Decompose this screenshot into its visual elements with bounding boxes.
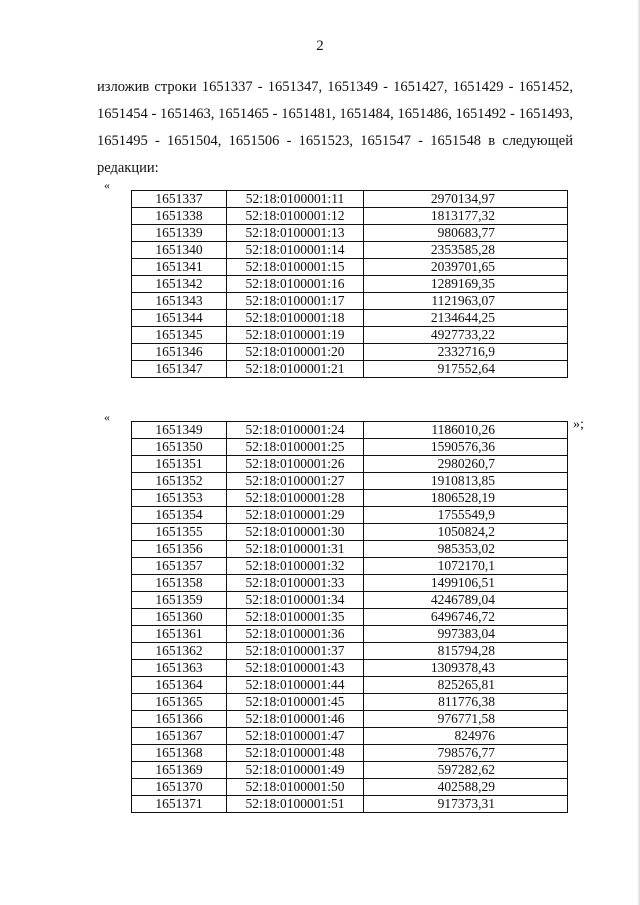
row-number-cell: 1651339: [132, 225, 227, 242]
closing-quote-mark: »;: [573, 417, 584, 432]
row-number-cell: 1651355: [132, 524, 227, 541]
cadastral-table-2: [131, 421, 568, 813]
cadastral-number-cell: 52:18:0100001:36: [227, 626, 364, 643]
cadastral-number-cell: 52:18:0100001:11: [227, 191, 364, 208]
table-row: [132, 660, 568, 677]
intro-line: редакции:: [97, 160, 159, 176]
row-number-cell: 1651359: [132, 592, 227, 609]
cadastral-number-cell: 52:18:0100001:27: [227, 473, 364, 490]
table-row: [132, 327, 568, 344]
cadastral-number-cell: 52:18:0100001:17: [227, 293, 364, 310]
table-row: [132, 242, 568, 259]
table-row: [132, 677, 568, 694]
cadastral-number-cell: 52:18:0100001:20: [227, 344, 364, 361]
value-cell: 811776,38: [364, 694, 568, 711]
row-number-cell: 1651353: [132, 490, 227, 507]
row-number-cell: 1651369: [132, 762, 227, 779]
row-number-cell: 1651337: [132, 191, 227, 208]
row-number-cell: 1651352: [132, 473, 227, 490]
table-row: [132, 626, 568, 643]
cadastral-number-cell: 52:18:0100001:30: [227, 524, 364, 541]
table-row: [132, 796, 568, 813]
page-number: 2: [316, 38, 324, 54]
value-cell: 1910813,85: [364, 473, 568, 490]
table-row: [132, 473, 568, 490]
cadastral-number-cell: 52:18:0100001:18: [227, 310, 364, 327]
value-cell: 1072170,1: [364, 558, 568, 575]
cadastral-number-cell: 52:18:0100001:34: [227, 592, 364, 609]
value-cell: 2980260,7: [364, 456, 568, 473]
cadastral-number-cell: 52:18:0100001:43: [227, 660, 364, 677]
row-number-cell: 1651363: [132, 660, 227, 677]
opening-quote-mark: «: [104, 178, 110, 192]
table-row: [132, 541, 568, 558]
cadastral-number-cell: 52:18:0100001:35: [227, 609, 364, 626]
cadastral-number-cell: 52:18:0100001:32: [227, 558, 364, 575]
row-number-cell: 1651345: [132, 327, 227, 344]
cadastral-number-cell: 52:18:0100001:45: [227, 694, 364, 711]
value-cell: 6496746,72: [364, 609, 568, 626]
cadastral-number-cell: 52:18:0100001:25: [227, 439, 364, 456]
table-row: [132, 293, 568, 310]
value-cell: 798576,77: [364, 745, 568, 762]
cadastral-table-1: [131, 190, 568, 378]
row-number-cell: 1651366: [132, 711, 227, 728]
row-number-cell: 1651343: [132, 293, 227, 310]
table-row: [132, 422, 568, 439]
table-row: [132, 344, 568, 361]
opening-quote-mark: «: [104, 410, 110, 424]
value-cell: 997383,04: [364, 626, 568, 643]
cadastral-number-cell: 52:18:0100001:28: [227, 490, 364, 507]
cadastral-number-cell: 52:18:0100001:19: [227, 327, 364, 344]
cadastral-number-cell: 52:18:0100001:15: [227, 259, 364, 276]
row-number-cell: 1651340: [132, 242, 227, 259]
table-row: [132, 609, 568, 626]
table-row: [132, 507, 568, 524]
cadastral-number-cell: 52:18:0100001:12: [227, 208, 364, 225]
value-cell: 1813177,32: [364, 208, 568, 225]
table-body: [132, 191, 568, 378]
table-row: [132, 643, 568, 660]
table-row: [132, 191, 568, 208]
value-cell: 1289169,35: [364, 276, 568, 293]
value-cell: 1121963,07: [364, 293, 568, 310]
value-cell: 815794,28: [364, 643, 568, 660]
value-cell: 976771,58: [364, 711, 568, 728]
value-cell: 985353,02: [364, 541, 568, 558]
cadastral-number-cell: 52:18:0100001:50: [227, 779, 364, 796]
table-row: [132, 575, 568, 592]
cadastral-number-cell: 52:18:0100001:33: [227, 575, 364, 592]
table-row: [132, 524, 568, 541]
row-number-cell: 1651341: [132, 259, 227, 276]
table-row: [132, 762, 568, 779]
cadastral-number-cell: 52:18:0100001:21: [227, 361, 364, 378]
intro-line: 1651454 - 1651463, 1651465 - 1651481, 1651484, 1651486, 1651492 - 1651493,: [97, 106, 573, 122]
value-cell: 1755549,9: [364, 507, 568, 524]
table-row: [132, 310, 568, 327]
cadastral-number-cell: 52:18:0100001:29: [227, 507, 364, 524]
value-cell: 4927733,22: [364, 327, 568, 344]
cadastral-number-cell: 52:18:0100001:16: [227, 276, 364, 293]
value-cell: 2134644,25: [364, 310, 568, 327]
table-row: [132, 694, 568, 711]
value-cell: 825265,81: [364, 677, 568, 694]
cadastral-number-cell: 52:18:0100001:37: [227, 643, 364, 660]
table-row: [132, 711, 568, 728]
row-number-cell: 1651365: [132, 694, 227, 711]
row-number-cell: 1651342: [132, 276, 227, 293]
row-number-cell: 1651338: [132, 208, 227, 225]
row-number-cell: 1651347: [132, 361, 227, 378]
value-cell: 402588,29: [364, 779, 568, 796]
table-row: [132, 490, 568, 507]
value-cell: 2039701,65: [364, 259, 568, 276]
row-number-cell: 1651354: [132, 507, 227, 524]
value-cell: 1590576,36: [364, 439, 568, 456]
value-cell: 2332716,9: [364, 344, 568, 361]
value-cell: 1050824,2: [364, 524, 568, 541]
table-row: [132, 439, 568, 456]
row-number-cell: 1651356: [132, 541, 227, 558]
row-number-cell: 1651364: [132, 677, 227, 694]
row-number-cell: 1651367: [132, 728, 227, 745]
table-row: [132, 259, 568, 276]
table-row: [132, 592, 568, 609]
table-row: [132, 361, 568, 378]
cadastral-number-cell: 52:18:0100001:26: [227, 456, 364, 473]
intro-line: 1651495 - 1651504, 1651506 - 1651523, 1651547 - 1651548 в следующей: [97, 133, 573, 149]
table-row: [132, 558, 568, 575]
cadastral-number-cell: 52:18:0100001:24: [227, 422, 364, 439]
value-cell: 1806528,19: [364, 490, 568, 507]
value-cell: 597282,62: [364, 762, 568, 779]
table-row: [132, 728, 568, 745]
row-number-cell: 1651371: [132, 796, 227, 813]
table-row: [132, 456, 568, 473]
value-cell: 917373,31: [364, 796, 568, 813]
row-number-cell: 1651368: [132, 745, 227, 762]
value-cell: 2353585,28: [364, 242, 568, 259]
row-number-cell: 1651351: [132, 456, 227, 473]
cadastral-number-cell: 52:18:0100001:31: [227, 541, 364, 558]
row-number-cell: 1651350: [132, 439, 227, 456]
row-number-cell: 1651346: [132, 344, 227, 361]
row-number-cell: 1651361: [132, 626, 227, 643]
value-cell: 2970134,97: [364, 191, 568, 208]
value-cell: 1499106,51: [364, 575, 568, 592]
intro-line: изложив строки 1651337 - 1651347, 1651349 - 1651427, 1651429 - 1651452,: [97, 79, 573, 95]
table-row: [132, 745, 568, 762]
value-cell: 1309378,43: [364, 660, 568, 677]
table-row: [132, 208, 568, 225]
intro-paragraph: [97, 74, 573, 182]
cadastral-number-cell: 52:18:0100001:44: [227, 677, 364, 694]
cadastral-number-cell: 52:18:0100001:51: [227, 796, 364, 813]
value-cell: 917552,64: [364, 361, 568, 378]
value-cell: 4246789,04: [364, 592, 568, 609]
cadastral-number-cell: 52:18:0100001:46: [227, 711, 364, 728]
table-row: [132, 225, 568, 242]
row-number-cell: 1651344: [132, 310, 227, 327]
table-body: [132, 422, 568, 813]
cadastral-number-cell: 52:18:0100001:47: [227, 728, 364, 745]
cadastral-number-cell: 52:18:0100001:48: [227, 745, 364, 762]
cadastral-number-cell: 52:18:0100001:13: [227, 225, 364, 242]
table-row: [132, 779, 568, 796]
row-number-cell: 1651370: [132, 779, 227, 796]
cadastral-number-cell: 52:18:0100001:49: [227, 762, 364, 779]
cadastral-number-cell: 52:18:0100001:14: [227, 242, 364, 259]
value-cell: 1186010,26: [364, 422, 568, 439]
value-cell: 824976: [364, 728, 568, 745]
row-number-cell: 1651362: [132, 643, 227, 660]
table-row: [132, 276, 568, 293]
row-number-cell: 1651357: [132, 558, 227, 575]
row-number-cell: 1651360: [132, 609, 227, 626]
value-cell: 980683,77: [364, 225, 568, 242]
row-number-cell: 1651358: [132, 575, 227, 592]
row-number-cell: 1651349: [132, 422, 227, 439]
